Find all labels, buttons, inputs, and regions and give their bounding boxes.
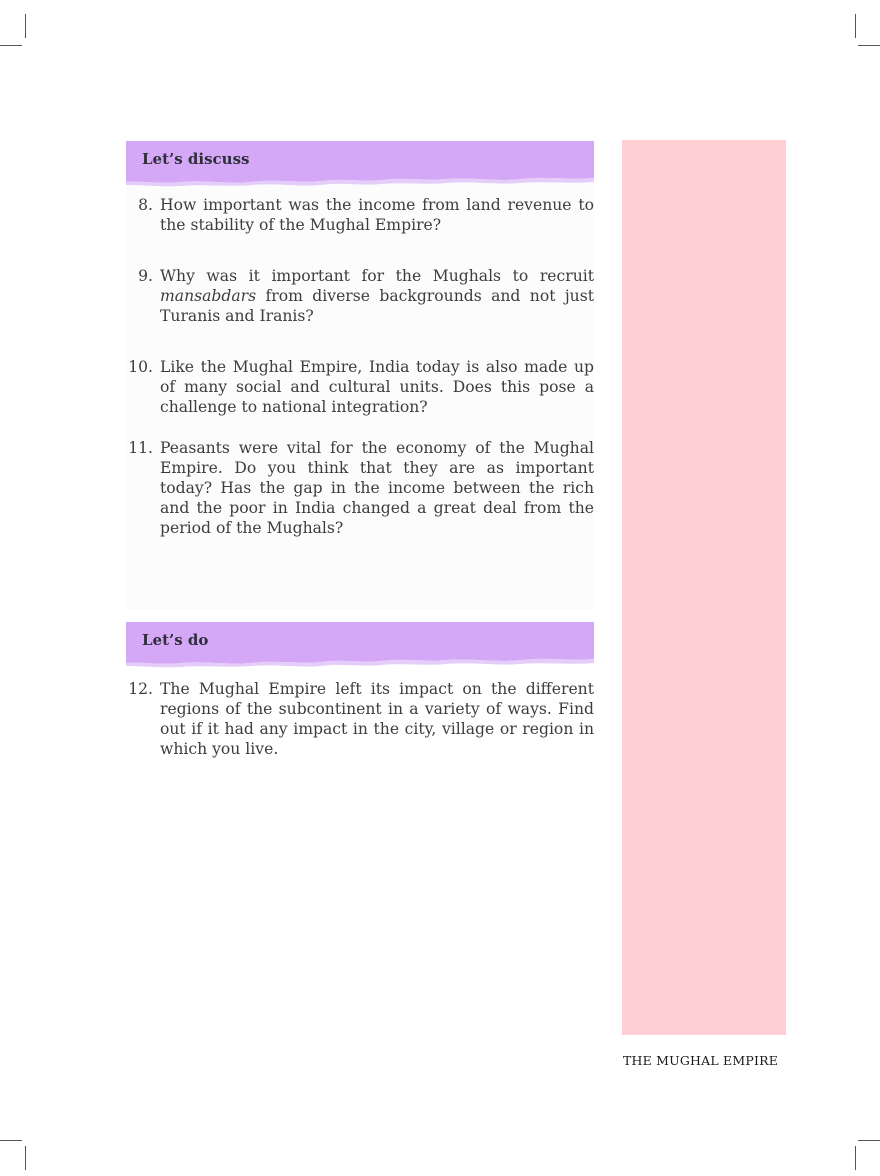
do-section-title: Let’s do — [142, 631, 209, 649]
crop-mark — [855, 14, 856, 38]
question-number: 9. — [138, 267, 153, 285]
question-item — [126, 266, 594, 326]
crop-mark — [25, 1146, 26, 1170]
question-text: How important was the income from land revenue to the stability of the Mughal Empire? — [160, 196, 594, 234]
crop-mark — [0, 1140, 22, 1141]
do-section-header — [126, 622, 594, 668]
question-item — [126, 357, 594, 417]
question-number: 10. — [128, 358, 153, 376]
question-text-before: Why was it important for the Mughals to recruit — [160, 267, 594, 285]
question-number: 8. — [138, 196, 153, 214]
question-item — [126, 195, 594, 235]
question-text: The Mughal Empire left its impact on the different regions of the subcontinent in a variety of ways. Find out if it had any impact in the city, village or region in which you live. — [160, 680, 594, 758]
question-text-italic: mansabdars — [160, 287, 257, 305]
question-number: 11. — [128, 439, 153, 457]
discuss-question-list — [126, 195, 594, 538]
crop-mark — [25, 14, 26, 38]
crop-mark — [855, 1146, 856, 1170]
question-text-after: from diverse backgrounds and not just Turanis and Iranis? — [160, 287, 594, 325]
crop-mark — [858, 45, 880, 46]
question-item — [126, 679, 594, 759]
crop-mark — [0, 45, 22, 46]
chapter-footer-title: THE MUGHAL EMPIRE — [623, 1053, 779, 1068]
discuss-section-title: Let’s discuss — [142, 150, 250, 168]
question-text: Peasants were vital for the economy of the Mughal Empire. Do you think that they are as important today? Has the gap in the income between the rich and the poor in India changed a great deal from the period of the Mughals? — [160, 439, 594, 537]
question-text: Like the Mughal Empire, India today is also made up of many social and cultural units. Does this pose a challenge to national integration? — [160, 358, 594, 416]
crop-mark — [858, 1140, 880, 1141]
question-number: 12. — [128, 680, 153, 698]
question-item — [126, 438, 594, 538]
margin-sidebar — [622, 140, 786, 1035]
do-question-list — [126, 679, 594, 759]
discuss-section-header — [126, 141, 594, 187]
